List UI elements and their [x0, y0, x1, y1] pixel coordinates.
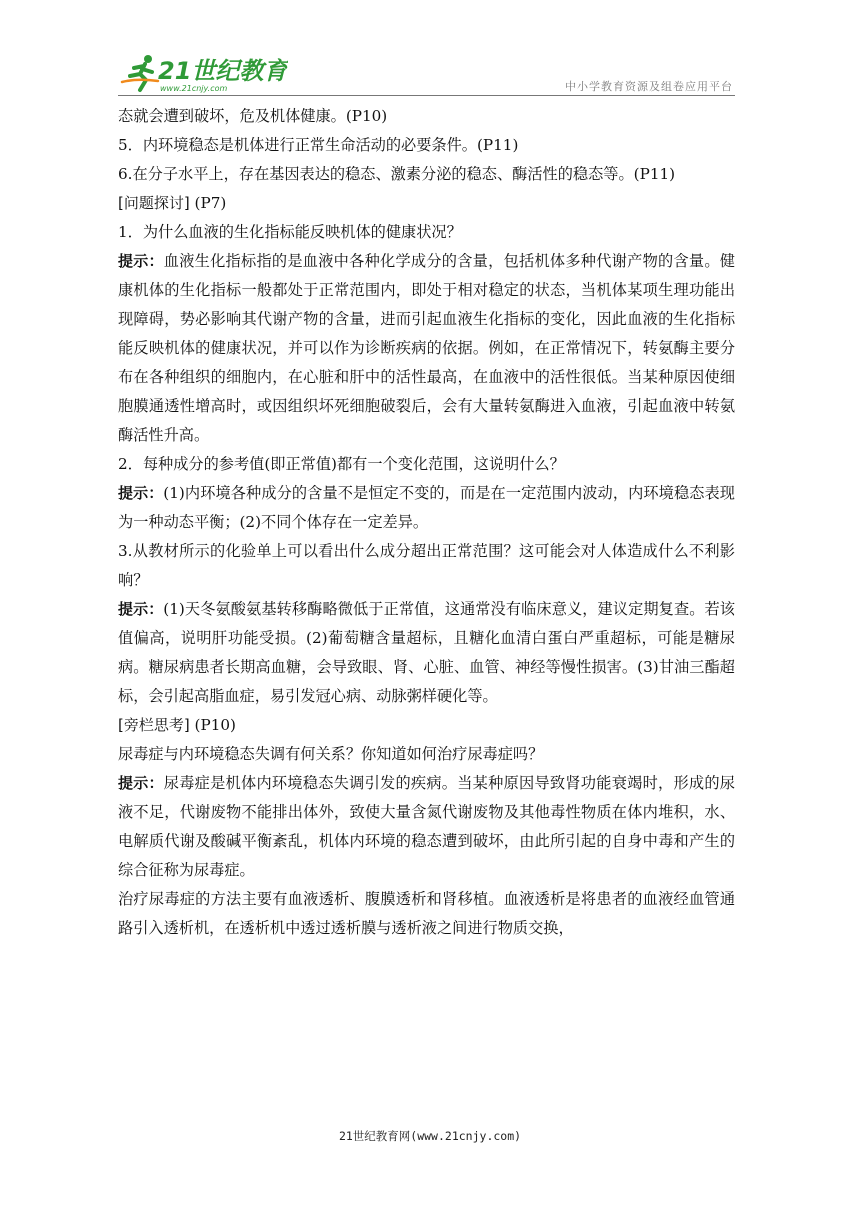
brand-logo	[118, 52, 288, 94]
logo-url: www.21cnjy.com	[160, 84, 228, 93]
question: 3.从教材所示的化验单上可以看出什么成分超出正常范围？这可能会对人体造成什么不利影响？	[118, 542, 735, 589]
text-line: 6.在分子水平上，存在基因表达的稳态、激素分泌的稳态、酶活性的稳态等。(P11)	[118, 165, 676, 183]
section-page: (P7)	[189, 194, 227, 212]
answer-text: 尿毒症是机体内环境稳态失调引发的疾病。当某种原因导致肾功能衰竭时，形成的尿液不足，代谢废物不能排出体外，致使大量含氮代谢废物及其他毒性物质在体内堆积，水、电解质代谢及酸碱平衡紊乱，机体内环境的稳态遭到破坏，由此所引起的自身中毒和产生的综合征称为尿毒症。	[118, 774, 735, 879]
section-tag: [旁栏思考]	[118, 716, 190, 734]
header-divider	[118, 95, 735, 96]
question: 1．为什么血液的生化指标能反映机体的健康状况？	[118, 223, 462, 241]
logo-text: 21世纪教育	[158, 57, 288, 85]
section-heading	[118, 711, 735, 740]
answer-text: 血液生化指标指的是血液中各种化学成分的含量，包括机体多种代谢产物的含量。健康机体的生化指标一般都处于正常范围内，即处于相对稳定的状态，当机体某项生理功能出现障碍，势必影响其代谢产物的含量，进而引起血液生化指标的变化，因此血液的生化指标能反映机体的健康状况，并可以作为诊断疾病的依据。例如，在正常情况下，转氨酶主要分布在各种组织的细胞内，在心脏和肝中的活性最高，在血液中的活性很低。当某种原因使细胞膜通透性增高时，或因组织坏死细胞破裂后，会有大量转氨酶进入血液，引起血液中转氨酶活性升高。	[118, 252, 735, 444]
document-body	[118, 102, 735, 943]
hint-label: 提示：	[118, 774, 164, 792]
hint-label: 提示：	[118, 600, 164, 618]
page-header	[118, 52, 735, 94]
section-page: (P10)	[189, 716, 236, 734]
answer	[118, 247, 735, 450]
runner-icon	[118, 52, 288, 94]
answer-text: (1)天冬氨酸氨基转移酶略微低于正常值，这通常没有临床意义，建议定期复查。若该值偏高，说明肝功能受损。(2)葡萄糖含量超标，且糖化血清白蛋白严重超标，可能是糖尿病。糖尿病患者长期高血糖，会导致眼、肾、心脏、血管、神经等慢性损害。(3)甘油三酯超标，会引起高脂血症，易引发冠心病、动脉粥样硬化等。	[118, 600, 735, 705]
question: 尿毒症与内环境稳态失调有何关系？你知道如何治疗尿毒症吗？	[118, 745, 544, 763]
text-paragraph: 治疗尿毒症的方法主要有血液透析、腹膜透析和肾移植。血液透析是将患者的血液经血管通路引入透析机，在透析机中透过透析膜与透析液之间进行物质交换，	[118, 890, 735, 937]
hint-label: 提示：	[118, 484, 164, 502]
platform-name: 中小学教育资源及组卷应用平台	[565, 80, 733, 93]
section-heading	[118, 189, 735, 218]
question: 2．每种成分的参考值(即正常值)都有一个变化范围，这说明什么？	[118, 455, 565, 473]
section-tag: [问题探讨]	[118, 194, 190, 212]
hint-label: 提示：	[118, 252, 164, 270]
answer	[118, 769, 735, 885]
answer-text: (1)内环境各种成分的含量不是恒定不变的，而是在一定范围内波动，内环境稳态表现为一种动态平衡；(2)不同个体存在一定差异。	[118, 484, 735, 531]
answer	[118, 595, 735, 711]
page-footer: 21世纪教育网(www.21cnjy.com)	[338, 1129, 522, 1143]
text-line: 5．内环境稳态是机体进行正常生命活动的必要条件。(P11)	[118, 136, 519, 154]
answer	[118, 479, 735, 537]
text-line: 态就会遭到破坏，危及机体健康。(P10)	[118, 107, 388, 125]
